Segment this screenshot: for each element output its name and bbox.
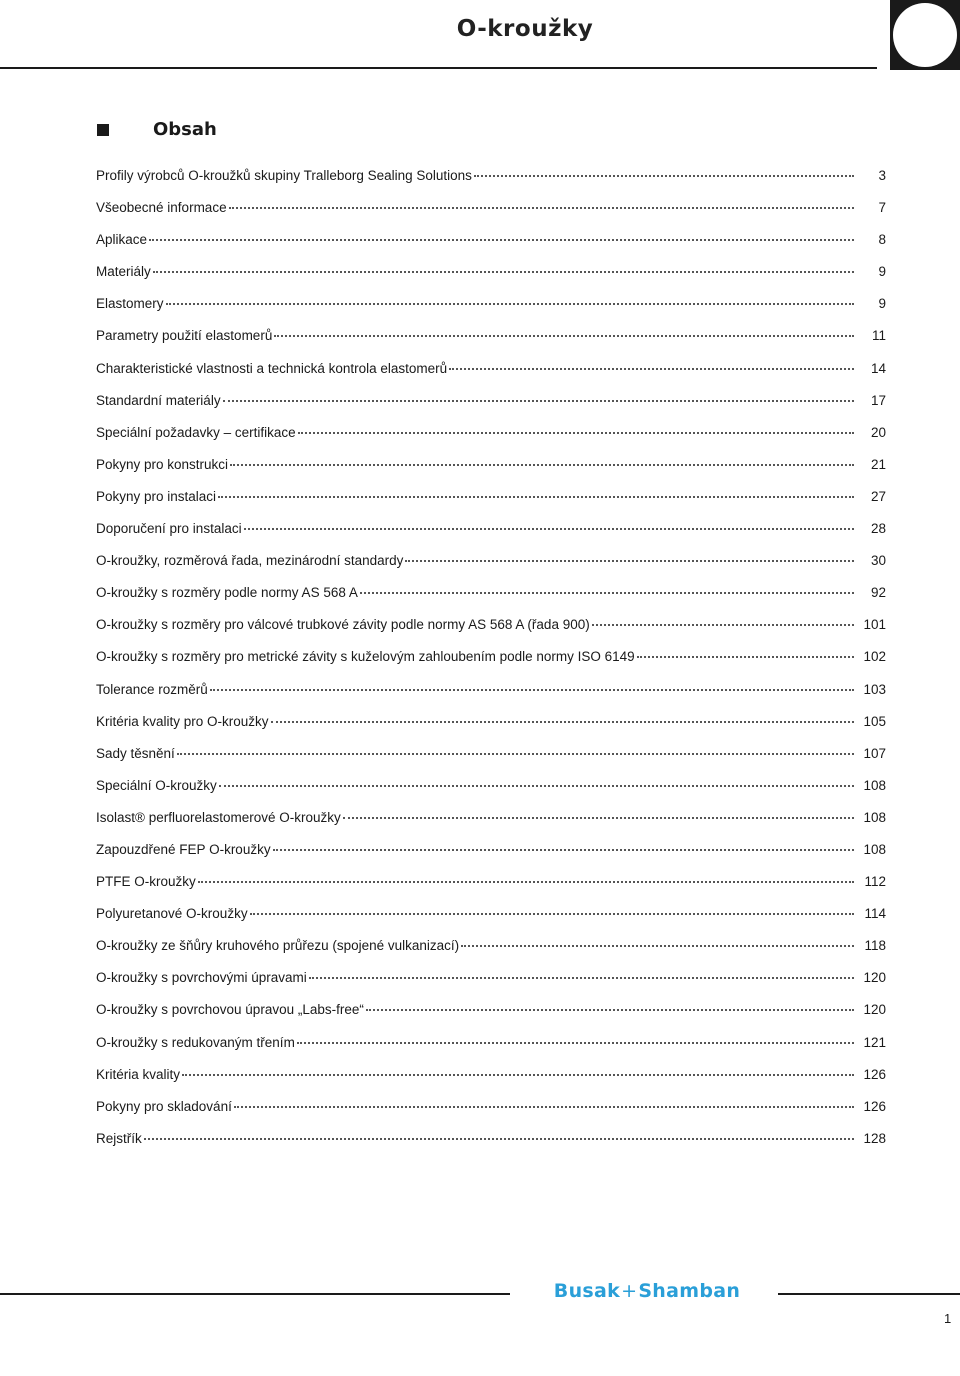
toc-entry-page: 108	[863, 777, 886, 793]
dot-leader	[210, 688, 854, 691]
toc-entry[interactable]	[96, 746, 886, 778]
dot-leader	[230, 463, 854, 466]
toc-entry[interactable]	[96, 200, 886, 232]
dot-leader	[198, 880, 854, 883]
toc-entry-label: Materiály	[96, 264, 151, 280]
page-number: 1	[944, 1311, 952, 1326]
toc-entry-page: 11	[871, 328, 886, 344]
toc-entry-label: Pokyny pro instalaci	[96, 488, 217, 504]
dot-leader	[273, 848, 854, 851]
toc-entry-page: 9	[878, 264, 886, 280]
toc-entry[interactable]	[96, 168, 886, 200]
toc-entry-page: 120	[863, 1002, 886, 1018]
toc-entry-page: 126	[863, 1066, 886, 1082]
toc-entry-page: 7	[878, 200, 886, 216]
toc-entry-page: 126	[863, 1098, 886, 1114]
toc-entry-page: 8	[878, 232, 886, 248]
toc-entry-label: PTFE O-kroužky	[96, 874, 196, 890]
toc-entry-label: Pokyny pro skladování	[96, 1098, 232, 1114]
brand-logo	[541, 1278, 753, 1304]
toc-entry-page: 17	[870, 392, 886, 408]
footer-rule-right	[778, 1293, 960, 1295]
toc-entry[interactable]	[96, 232, 886, 264]
toc-entry[interactable]	[96, 457, 886, 489]
toc-entry-label: O-kroužky ze šňůry kruhového průřezu (spojené vulkanizací)	[96, 938, 460, 954]
toc-entry-page: 21	[870, 456, 886, 472]
toc-entry-page: 9	[878, 296, 886, 312]
toc-entry[interactable]	[96, 264, 886, 296]
toc-entry[interactable]	[96, 296, 886, 328]
toc-entry-page: 108	[863, 841, 886, 857]
toc-entry[interactable]	[96, 1002, 886, 1034]
dot-leader	[343, 816, 854, 819]
toc-entry-page: 128	[863, 1130, 886, 1146]
toc-entry-page: 20	[870, 424, 886, 440]
toc-entry-page: 30	[870, 553, 886, 569]
dot-leader	[144, 1137, 854, 1140]
toc-entry-label: Elastomery	[96, 296, 164, 312]
dot-leader	[219, 784, 854, 787]
dot-leader	[297, 1041, 854, 1044]
toc-entry[interactable]	[96, 682, 886, 714]
brand-logo-left: Busak	[553, 1280, 621, 1302]
toc-entry[interactable]	[96, 842, 886, 874]
toc-entry-page: 105	[863, 713, 886, 729]
toc-entry-page: 120	[863, 970, 886, 986]
toc-entry-page: 118	[864, 938, 886, 954]
toc-entry-page: 102	[863, 649, 886, 665]
toc-entry[interactable]	[96, 810, 886, 842]
dot-leader	[366, 1008, 854, 1011]
toc-entry[interactable]	[96, 1131, 886, 1163]
toc-entry[interactable]	[96, 649, 886, 681]
toc-entry[interactable]	[96, 617, 886, 649]
toc-entry-label: O-kroužky, rozměrová řada, mezinárodní standardy	[96, 553, 404, 569]
dot-leader	[229, 206, 854, 209]
toc-entry-label: O-kroužky s rozměry pro válcové trubkové závity podle normy AS 568 A (řada 900)	[96, 617, 590, 633]
square-bullet-icon	[97, 124, 109, 136]
toc-entry-page: 101	[863, 617, 886, 633]
toc-entry-label: O-kroužky s rozměry pro metrické závity s kuželovým zahloubením podle normy ISO 6149	[96, 649, 635, 665]
toc-entry-page: 28	[870, 521, 886, 537]
dot-leader	[218, 495, 854, 498]
circle-icon	[893, 3, 957, 67]
toc-entry-label: Doporučení pro instalaci	[96, 521, 242, 537]
toc-entry-page: 112	[864, 874, 886, 890]
toc-entry[interactable]	[96, 1099, 886, 1131]
page-title: O-kroužky	[456, 16, 594, 42]
toc-entry-label: Rejstřík	[96, 1130, 142, 1146]
toc-entry[interactable]	[96, 489, 886, 521]
toc-entry[interactable]	[96, 393, 886, 425]
dot-leader	[461, 944, 854, 947]
toc-entry[interactable]	[96, 425, 886, 457]
dot-leader	[474, 174, 854, 177]
toc-entry-label: Polyuretanové O-kroužky	[96, 906, 248, 922]
dot-leader	[298, 431, 854, 434]
toc-entry-label: Charakteristické vlastnosti a technická kontrola elastomerů	[96, 360, 448, 376]
toc-entry[interactable]	[96, 361, 886, 393]
footer-rule-left	[0, 1293, 510, 1295]
toc-entry-label: Parametry použití elastomerů	[96, 328, 273, 344]
dot-leader	[177, 752, 854, 755]
brand-logo-plus: +	[621, 1280, 638, 1302]
dot-leader	[234, 1105, 854, 1108]
header-rule	[0, 67, 877, 69]
toc-entry-label: Speciální O-kroužky	[96, 777, 217, 793]
dot-leader	[182, 1073, 854, 1076]
toc-entry-label: Aplikace	[96, 232, 148, 248]
dot-leader	[166, 302, 854, 305]
dot-leader	[149, 238, 854, 241]
toc-entry-page: 107	[863, 745, 886, 761]
toc-entry-label: Sady těsnění	[96, 745, 175, 761]
toc-entry-page: 3	[878, 168, 886, 183]
dot-leader	[637, 655, 854, 658]
dot-leader	[153, 270, 854, 273]
toc-entry-page: 14	[870, 360, 886, 376]
toc-entry[interactable]	[96, 1035, 886, 1067]
dot-leader	[250, 912, 854, 915]
toc-entry-label: O-kroužky s rozměry podle normy AS 568 A	[96, 585, 358, 601]
toc-entry-label: Profily výrobců O-kroužků skupiny Tralleborg Sealing Solutions	[96, 168, 472, 183]
toc-entry[interactable]	[96, 328, 886, 360]
toc-entry-label: Standardní materiály	[96, 392, 221, 408]
toc-entry-page: 121	[863, 1034, 886, 1050]
toc-entry[interactable]	[96, 553, 886, 585]
dot-leader	[271, 720, 854, 723]
toc-entry[interactable]	[96, 938, 886, 970]
dot-leader	[309, 976, 854, 979]
toc-entry[interactable]	[96, 1067, 886, 1099]
toc-entry[interactable]	[96, 874, 886, 906]
toc-entry-label: O-kroužky s povrchovými úpravami	[96, 970, 307, 986]
dot-leader	[449, 367, 854, 370]
toc-entry[interactable]	[96, 970, 886, 1002]
toc-entry-page: 103	[863, 681, 886, 697]
dot-leader	[592, 623, 854, 626]
table-of-contents	[96, 168, 886, 1163]
toc-entry-label: O-kroužky s povrchovou úpravou „Labs-free“	[96, 1002, 364, 1018]
toc-entry-page: 114	[864, 906, 886, 922]
section-title: Obsah	[153, 119, 217, 140]
toc-entry-label: Pokyny pro konstrukci	[96, 456, 229, 472]
dot-leader	[360, 591, 854, 594]
dot-leader	[223, 399, 854, 402]
toc-entry[interactable]	[96, 585, 886, 617]
toc-entry-label: Tolerance rozměrů	[96, 681, 208, 697]
brand-logo-right: Shamban	[638, 1280, 741, 1302]
toc-entry-label: Všeobecné informace	[96, 200, 227, 216]
toc-entry[interactable]	[96, 521, 886, 553]
dot-leader	[244, 527, 854, 530]
toc-entry-label: Isolast® perfluorelastomerové O-kroužky	[96, 809, 341, 825]
toc-entry[interactable]	[96, 778, 886, 810]
toc-entry-page: 27	[870, 488, 886, 504]
toc-entry-label: O-kroužky s redukovaným třením	[96, 1034, 295, 1050]
toc-entry-label: Kritéria kvality pro O-kroužky	[96, 713, 269, 729]
toc-entry-label: Kritéria kvality	[96, 1066, 181, 1082]
toc-entry[interactable]	[96, 906, 886, 938]
toc-entry-page: 92	[870, 585, 886, 601]
toc-entry-label: Speciální požadavky – certifikace	[96, 424, 296, 440]
toc-entry-page: 108	[863, 809, 886, 825]
toc-entry-label: Zapouzdřené FEP O-kroužky	[96, 841, 271, 857]
dot-leader	[274, 334, 854, 337]
toc-entry[interactable]	[96, 714, 886, 746]
dot-leader	[405, 559, 854, 562]
